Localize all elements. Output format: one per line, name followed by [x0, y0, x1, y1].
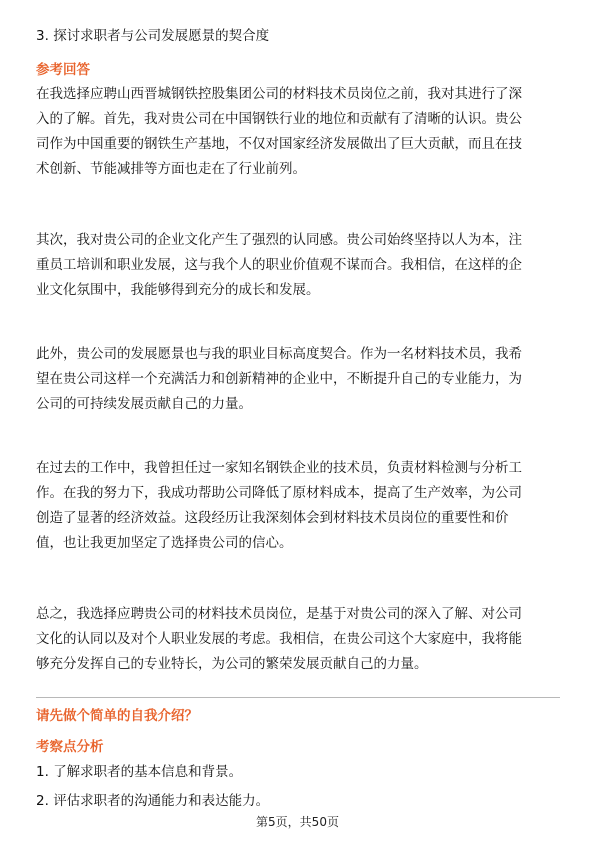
paragraph-line: 够充分发挥自己的专业特长，为公司的繁荣发展贡献自己的力量。: [36, 656, 428, 672]
paragraph-line: 重员工培训和职业发展，这与我个人的职业价值观不谋而合。我相信，在这样的企: [36, 257, 522, 273]
question-text: 探讨求职者与公司发展愿景的契合度: [53, 28, 270, 44]
paragraph-line: 望在贵公司这样一个充满活力和创新精神的企业中，不断提升自己的专业能力，为: [36, 371, 522, 387]
paragraph-line: 在过去的工作中，我曾担任过一家知名钢铁企业的技术员，负责材料检测与分析工: [36, 460, 522, 476]
point-text: 评估求职者的沟通能力和表达能力。: [53, 793, 270, 809]
answer-heading: 参考回答: [36, 62, 90, 78]
answer-paragraph-3: [36, 342, 560, 417]
paragraph-line: 入的了解。首先，我对贵公司在中国钢铁行业的地位和贡献有了清晰的认识。贵公: [36, 111, 522, 127]
paragraph-line: 术创新、节能减排等方面也走在了行业前列。: [36, 161, 306, 177]
section-divider: [36, 697, 560, 698]
paragraph-line: 此外，贵公司的发展愿景也与我的职业目标高度契合。作为一名材料技术员，我希: [36, 346, 522, 362]
paragraph-line: 创造了显著的经济效益。这段经历让我深刻体会到材料技术员岗位的重要性和价: [36, 510, 509, 526]
next-question-title: 请先做个简单的自我介绍？: [36, 708, 198, 724]
answer-paragraph-4: [36, 456, 560, 556]
analysis-point-1: [36, 762, 242, 782]
paragraph-line: 值，也让我更加坚定了选择贵公司的信心。: [36, 535, 293, 551]
paragraph-line: 其次，我对贵公司的企业文化产生了强烈的认同感。贵公司始终坚持以人为本，注: [36, 232, 522, 248]
paragraph-line: 业文化氛围中，我能够得到充分的成长和发展。: [36, 282, 320, 298]
answer-paragraph-2: [36, 228, 560, 303]
paragraph-line: 文化的认同以及对个人职业发展的考虑。我相信，在贵公司这个大家庭中，我将能: [36, 631, 522, 647]
answer-paragraph-1: [36, 82, 560, 182]
point-text: 了解求职者的基本信息和背景。: [53, 764, 243, 780]
analysis-point-2: [36, 791, 269, 811]
question-item-3: [36, 26, 269, 46]
point-number: 1.: [36, 764, 49, 780]
paragraph-line: 在我选择应聘山西晋城钢铁控股集团公司的材料技术员岗位之前，我对其进行了深: [36, 86, 522, 102]
question-number: 3.: [36, 28, 49, 44]
point-number: 2.: [36, 793, 49, 809]
paragraph-line: 作。在我的努力下，我成功帮助公司降低了原材料成本，提高了生产效率，为公司: [36, 485, 522, 501]
paragraph-line: 公司的可持续发展贡献自己的力量。: [36, 396, 252, 412]
paragraph-line: 司作为中国重要的钢铁生产基地，不仅对国家经济发展做出了巨大贡献，而且在技: [36, 136, 522, 152]
paragraph-line: 总之，我选择应聘贵公司的材料技术员岗位，是基于对贵公司的深入了解、对公司: [36, 606, 522, 622]
analysis-heading: 考察点分析: [36, 739, 104, 755]
answer-paragraph-5: [36, 602, 560, 677]
page-number-footer: 第5页，共50页: [256, 815, 339, 829]
